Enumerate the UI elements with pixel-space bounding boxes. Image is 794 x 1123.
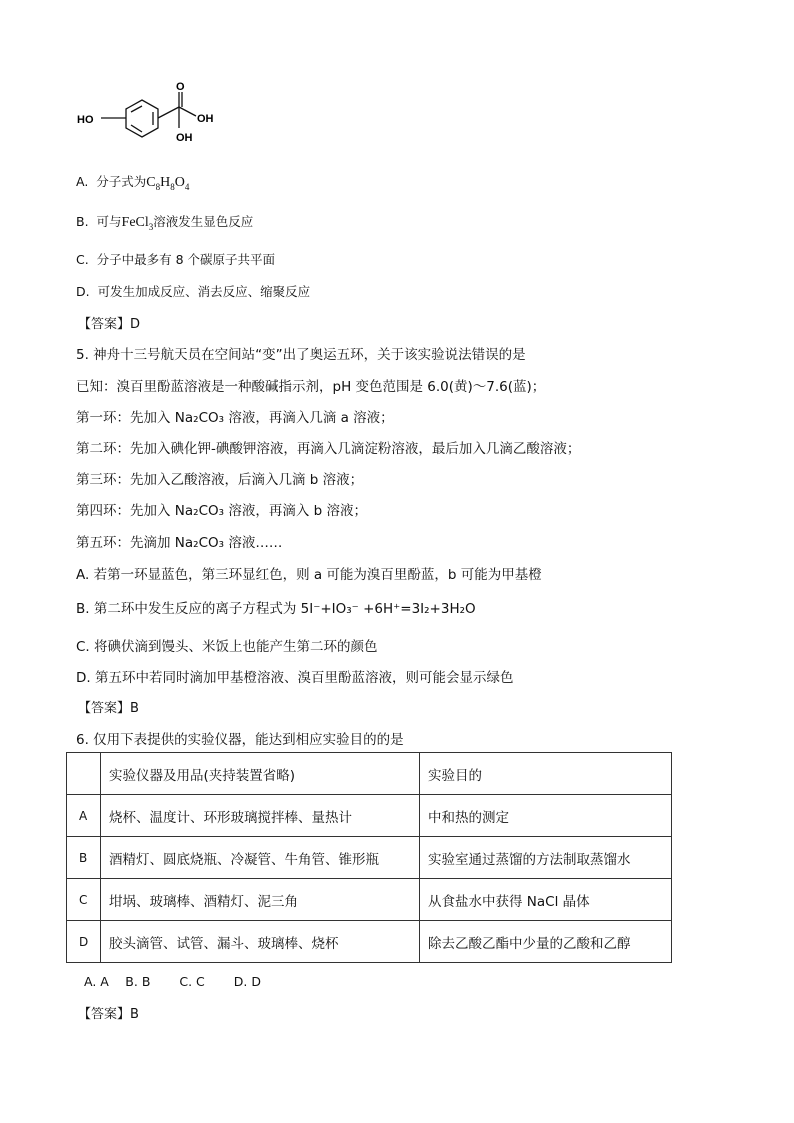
label-oh-top: OH (197, 113, 214, 125)
label-o: O (176, 81, 185, 93)
label-oh-bottom: OH (176, 132, 193, 144)
q5-ring2: 第二环：先加入碘化钾-碘酸钾溶液，再滴入几滴淀粉溶液，最后加入几滴乙酸溶液； (76, 441, 581, 457)
table-header-cell: 实验仪器及用品(夹持装置省略) (101, 753, 420, 795)
formula-c8h8o4: $C_8H_8O_4$ (146, 175, 190, 192)
table-header-cell: 实验目的 (420, 753, 672, 795)
table-cell: 烧杯、温度计、环形玻璃搅拌棒、量热计 (101, 795, 420, 837)
q5-answer: 【答案】B (78, 701, 139, 716)
table-cell: 坩埚、玻璃棒、酒精灯、泥三角 (101, 879, 420, 921)
formula-fecl3: FeCl$_3$ (121, 215, 154, 232)
table-cell: 从食盐水中获得 NaCl 晶体 (420, 879, 672, 921)
q6-table (66, 752, 672, 963)
table-row (67, 837, 672, 879)
q4-answer: 【答案】D (78, 317, 141, 332)
table-row (67, 921, 672, 963)
q5-ring1: 第一环：先加入 Na₂CO₃ 溶液，再滴入几滴 a 溶液； (76, 410, 394, 426)
table-cell: D (67, 921, 101, 963)
label-ho: HO (77, 114, 94, 126)
q4-option-b: B. 可与FeCl$_3$溶液发生显色反应 (76, 214, 254, 232)
q5-ring5: 第五环：先滴加 Na₂CO₃ 溶液…… (76, 535, 283, 551)
q6-stem: 6. 仅用下表提供的实验仪器，能达到相应实验目的的是 (76, 732, 404, 748)
q5-option-d: D. 第五环中若同时滴加甲基橙溶液、溴百里酚蓝溶液，则可能会显示绿色 (76, 670, 514, 686)
q5-option-b: B. 第二环中发生反应的离子方程式为 5I⁻+IO₃⁻ +6H⁺=3I₂+3H₂O (76, 601, 476, 617)
table-row (67, 795, 672, 837)
table-cell: B (67, 837, 101, 879)
table-cell: 实验室通过蒸馏的方法制取蒸馏水 (420, 837, 672, 879)
q4-option-c: C. 分子中最多有 8 个碳原子共平面 (76, 252, 276, 267)
q4-option-a: A. 分子式为$C_8H_8O_4$ (76, 174, 190, 192)
q6-answer: 【答案】B (78, 1007, 139, 1022)
table-cell: 酒精灯、圆底烧瓶、冷凝管、牛角管、锥形瓶 (101, 837, 420, 879)
table-cell: 胶头滴管、试管、漏斗、玻璃棒、烧杯 (101, 921, 420, 963)
q5-stem: 5. 神舟十三号航天员在空间站“变”出了奥运五环，关于该实验说法错误的是 (76, 347, 526, 363)
table-cell: A (67, 795, 101, 837)
q5-known: 已知：溴百里酚蓝溶液是一种酸碱指示剂，pH 变色范围是 6.0(黄)～7.6(蓝)； (76, 379, 546, 395)
table-cell: 除去乙酸乙酯中少量的乙酸和乙醇 (420, 921, 672, 963)
q5-option-a: A. 若第一环显蓝色，第三环显红色，则 a 可能为溴百里酚蓝，b 可能为甲基橙 (76, 567, 542, 583)
q6-options: A. A B. B C. C D. D (84, 974, 261, 989)
table-row (67, 879, 672, 921)
table-cell: 中和热的测定 (420, 795, 672, 837)
q5-option-c: C. 将碘伏滴到馒头、米饭上也能产生第二环的颜色 (76, 639, 378, 655)
q4-option-d: D. 可发生加成反应、消去反应、缩聚反应 (76, 284, 311, 299)
table-header-row (67, 753, 672, 795)
table-cell: C (67, 879, 101, 921)
q5-ring4: 第四环：先加入 Na₂CO₃ 溶液，再滴入 b 溶液； (76, 503, 367, 519)
q5-ring3: 第三环：先加入乙酸溶液，后滴入几滴 b 溶液； (76, 472, 364, 488)
table-cell (67, 753, 101, 795)
structural-formula (74, 80, 224, 158)
